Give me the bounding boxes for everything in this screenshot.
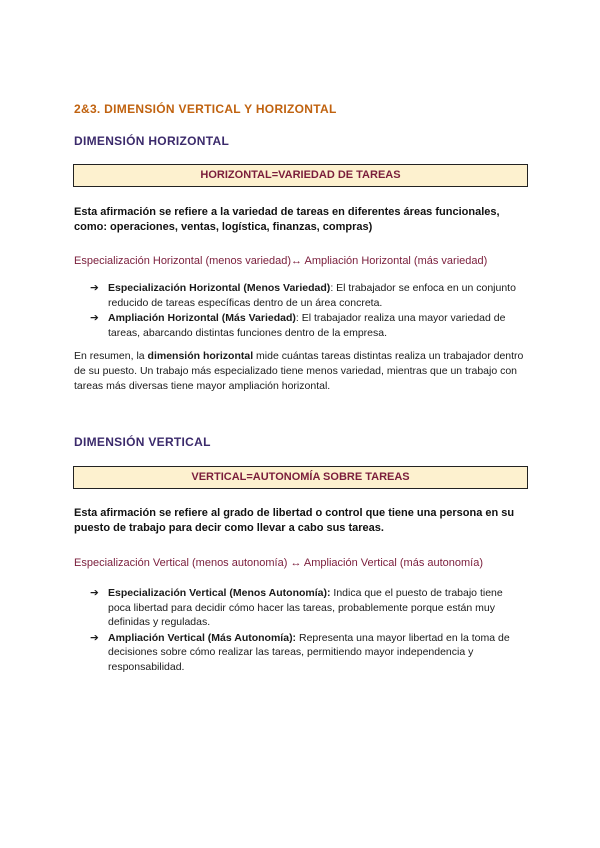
bullet-term: Ampliación Horizontal (Más Variedad) <box>108 312 296 324</box>
arrow-icon: ➔ <box>90 631 99 644</box>
bullet-text: Representa una mayor libertad en la toma de decisiones sobre cómo realizar las tareas, permitiendo mayor independencia y responsabilidad. <box>108 631 510 673</box>
bullet-text: Indica que el puesto de trabajo tiene poca libertad para decidir cómo hacer las tareas, probablemente porque están muy definidas y reguladas. <box>108 587 503 628</box>
horizontal-bullets <box>90 281 520 341</box>
summary-bold: dimensión horizontal <box>147 350 254 362</box>
bullet-term: Especialización Vertical (Menos Autonomía): <box>108 587 331 599</box>
summary-post: mide cuántas tareas distintas realiza un trabajador dentro de su puesto. Un trabajo más especializado tiene menos variedad, mientras que un trabajo con tareas más diversas tiene mayor ampliación horizontal. <box>74 350 524 392</box>
horizontal-definition-box: HORIZONTAL=VARIEDAD DE TAREAS <box>73 164 528 187</box>
horizontal-title: DIMENSIÓN HORIZONTAL <box>74 134 230 148</box>
arrow-icon: ➔ <box>90 312 99 324</box>
arrow-icon: ➔ <box>90 587 99 599</box>
vertical-definition-box: VERTICAL=AUTONOMÍA SOBRE TAREAS <box>73 466 528 489</box>
bullet-text: : El trabajador realiza una mayor variedad de tareas, abarcando distintas funciones dentro de la empresa. <box>108 312 506 339</box>
bullet-term: Ampliación Vertical (Más Autonomía): <box>108 631 297 644</box>
vertical-bullets <box>90 586 520 675</box>
list-item <box>90 631 520 675</box>
bullet-term: Especialización Horizontal (Menos Variedad) <box>108 282 331 294</box>
summary-pre: En resumen, la <box>74 350 148 362</box>
vertical-title: DIMENSIÓN VERTICAL <box>74 435 211 449</box>
horizontal-summary <box>74 349 524 394</box>
list-item <box>90 311 520 340</box>
vertical-intro: Esta afirmación se refiere al grado de libertad o control que tiene una persona en su puesto de trabajo para decir como llevar a cabo sus tareas. <box>74 507 515 534</box>
list-item <box>90 281 520 310</box>
list-item <box>90 586 520 630</box>
horizontal-intro: Esta afirmación se refiere a la variedad de tareas en diferentes áreas funcionales, como: operaciones, ventas, logística, finanzas, compras) <box>74 206 500 233</box>
arrow-icon: ➔ <box>90 282 99 294</box>
bullet-text: : El trabajador se enfoca en un conjunto reducido de tareas específicas dentro de un área concreta. <box>108 282 516 309</box>
horizontal-spectrum: Especialización Horizontal (menos variedad)↔ Ampliación Horizontal (más variedad) <box>74 255 488 267</box>
main-heading: 2&3. DIMENSIÓN VERTICAL Y HORIZONTAL <box>74 102 337 116</box>
vertical-spectrum: Especialización Vertical (menos autonomía) ↔ Ampliación Vertical (más autonomía) <box>74 557 484 569</box>
